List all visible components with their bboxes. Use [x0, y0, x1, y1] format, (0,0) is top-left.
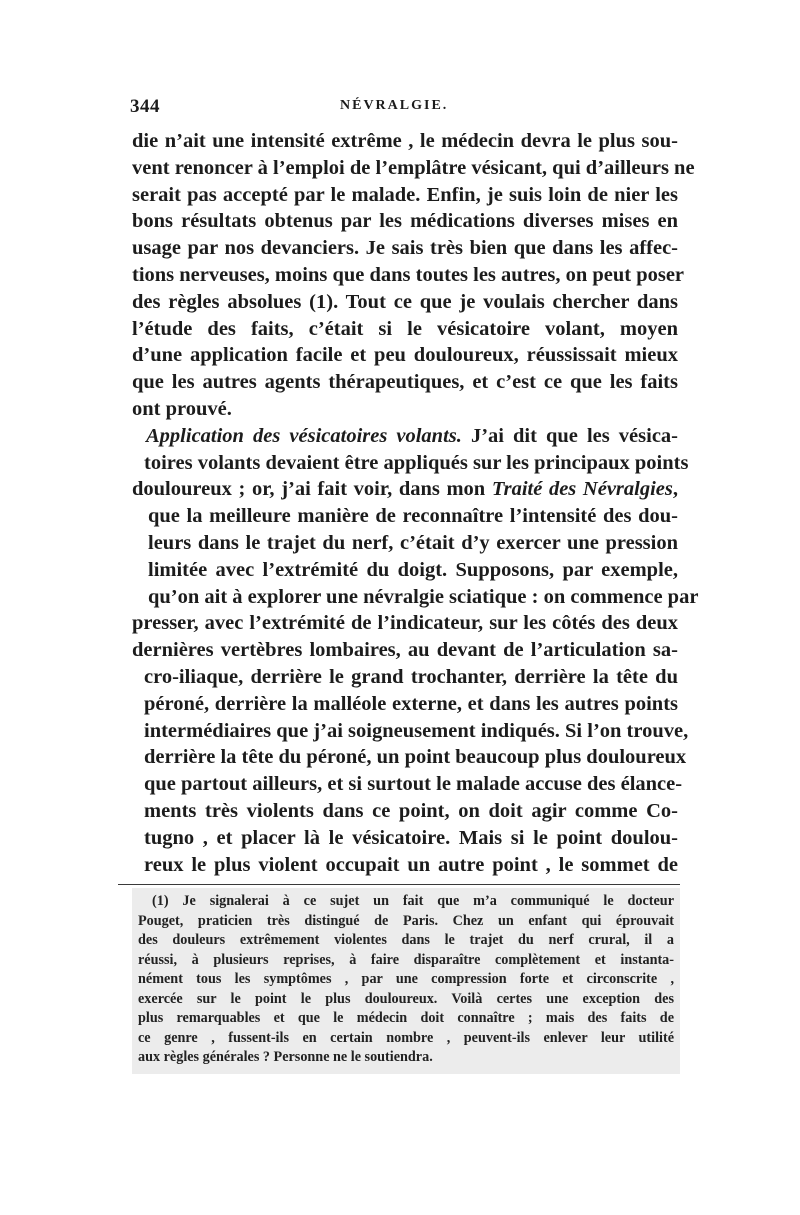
footnote-line: nément tous les symptômes , par une compression forte et circonscrite ,: [138, 971, 674, 987]
text-line: derrière la tête du péroné, un point beaucoup plus douloureux: [144, 746, 687, 769]
section-heading: Application des vésicatoires volants.: [146, 424, 462, 447]
text-line: tugno , et placer là le vésicatoire. Mais si le point doulou-: [144, 826, 678, 849]
text-line: que la meilleure manière de reconnaître l’intensité des dou-: [148, 505, 678, 528]
section-line-with-title: [132, 476, 678, 503]
page-number: 344: [130, 96, 160, 117]
cited-work-title: Traité des Névralgies: [491, 478, 673, 501]
footnote-separator: [118, 884, 680, 885]
text-line: reux le plus violent occupait un autre point , le sommet de: [144, 853, 678, 876]
text-line: toires volants devaient être appliqués sur les principaux points: [144, 451, 689, 474]
text-line: leurs dans le trajet du nerf, c’était d’y exercer une pression: [148, 531, 678, 554]
section-first-line-rest: J’ai dit que les vésica-: [470, 424, 678, 447]
footnote-line: exercée sur le point le plus douloureux. Voilà certes une exception des: [138, 990, 674, 1007]
footnote-block: [132, 888, 680, 1074]
text-fragment: douloureux ; or, j’ai fait voir, dans mon: [132, 478, 492, 501]
footnote-line: réussi, à plusieurs reprises, à faire disparaître complètement et instanta-: [138, 951, 674, 968]
text-line: limitée avec l’extrémité du doigt. Supposons, par exemple,: [148, 558, 678, 581]
text-line: ments très violents dans ce point, on doit agir comme Co-: [144, 799, 678, 822]
text-line: die n’ait une intensité extrême , le médecin devra le plus sou-: [132, 130, 678, 152]
text-line: ont prouvé.: [132, 397, 232, 420]
text-fragment: ,: [672, 478, 678, 501]
footnote-line: aux règles générales ? Personne ne le soutiendra.: [138, 1049, 433, 1065]
page-header: [130, 96, 680, 126]
text-line: péroné, derrière la malléole externe, et dans les autres points: [144, 692, 678, 715]
text-line: intermédiaires que j’ai soigneusement indiqués. Si l’on trouve,: [144, 719, 689, 742]
footnote-line: ce genre , fussent-ils en certain nombre , peuvent-ils enlever leur utilité: [138, 1029, 674, 1046]
text-line: d’une application facile et peu douloureux, réussissait mieux: [132, 344, 678, 367]
text-line: tions nerveuses, moins que dans toutes les autres, on peut poser: [132, 263, 685, 286]
footnote-line: plus remarquables et que le médecin doit connaître ; mais des faits de: [138, 1010, 674, 1026]
text-line: cro-iliaque, derrière le grand trochanter, derrière la tête du: [144, 665, 678, 688]
main-text: [132, 128, 699, 878]
footnote-line: Pouget, praticien très distingué de Paris. Chez un enfant qui éprouvait: [138, 912, 674, 929]
text-line: usage par nos devanciers. Je sais très bien que dans les affec-: [132, 237, 678, 260]
text-line: bons résultats obtenus par les médications diverses mises en: [132, 210, 678, 233]
text-line: des règles absolues (1). Tout ce que je voulais chercher dans: [132, 290, 678, 313]
text-line: presser, avec l’extrémité de l’indicateur, sur les côtés des deux: [132, 612, 678, 635]
text-line: serait pas accepté par le malade. Enfin, je suis loin de nier les: [132, 183, 678, 206]
text-line: que les autres agents thérapeutiques, et c’est ce que les faits: [132, 371, 678, 394]
text-line: qu’on ait à explorer une névralgie sciatique : on commence par: [148, 585, 699, 608]
text-line: l’étude des faits, c’était si le vésicatoire volant, moyen: [132, 317, 678, 340]
text-line: que partout ailleurs, et si surtout le malade accuse des élance-: [144, 773, 683, 796]
footnote-line: des douleurs extrêmement violentes dans le trajet du nerf crural, il a: [138, 932, 674, 948]
footnote-line: (1) Je signalerai à ce sujet un fait que m’a communiqué le docteur: [152, 893, 674, 909]
running-head: NÉVRALGIE.: [340, 98, 449, 113]
section-first-line: [132, 423, 678, 450]
text-line: dernières vertèbres lombaires, au devant de l’articulation sa-: [132, 639, 678, 662]
text-line: vent renoncer à l’emploi de l’emplâtre vésicant, qui d’ailleurs ne: [132, 156, 695, 179]
